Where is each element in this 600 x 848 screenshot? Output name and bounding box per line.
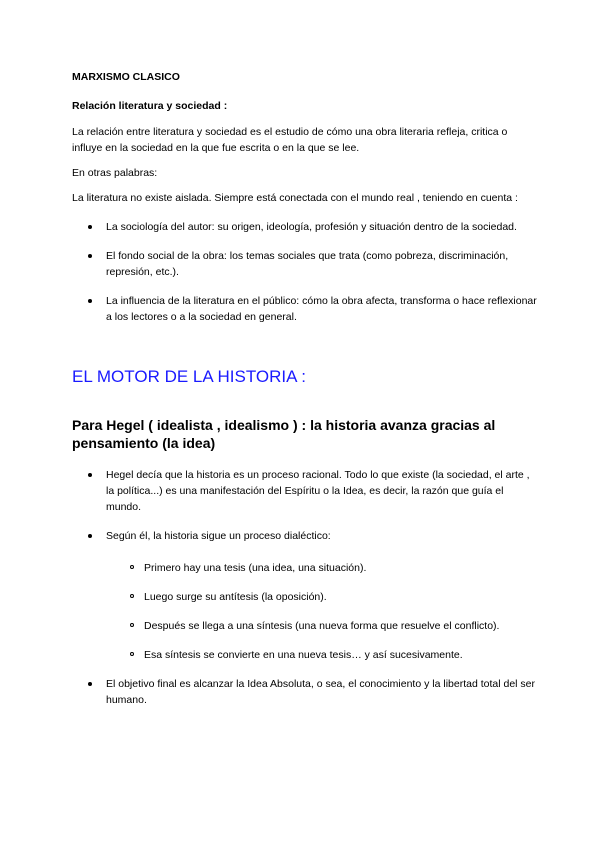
list-item [72, 528, 540, 663]
sub-list-item-text: Primero hay una tesis (una idea, una situación). [144, 562, 367, 574]
list-item [72, 248, 540, 280]
sub-list-item [106, 647, 540, 663]
literature-bullet-list [72, 219, 540, 325]
hollow-bullet-icon [130, 623, 134, 627]
hegel-bullet-list [72, 467, 540, 708]
list-item [72, 293, 540, 325]
list-item [72, 219, 540, 235]
list-item-text: Hegel decía que la historia es un proceso racional. Todo lo que existe (la sociedad, el arte , la política...) es una manifestación del Espíritu o la Idea, es decir, la razón que guía el mundo. [106, 469, 530, 513]
intro-paragraph: La relación entre literatura y sociedad es el estudio de cómo una obra literaria refleja, critica o influye en la sociedad en la que fue escrita o en la que se lee. [72, 126, 508, 154]
document-title: MARXISMO CLASICO [72, 71, 180, 83]
list-item [72, 467, 540, 515]
list-item-text: El objetivo final es alcanzar la Idea Absoluta, o sea, el conocimiento y la libertad total del ser humano. [106, 678, 535, 706]
sub-list-item-text: Esa síntesis se convierte en una nueva tesis… y así sucesivamente. [144, 649, 463, 661]
bullet-icon [88, 254, 92, 258]
list-item [72, 676, 540, 708]
bullet-icon [88, 473, 92, 477]
sub-list-item [106, 589, 540, 605]
list-item-text: El fondo social de la obra: los temas sociales que trata (como pobreza, discriminación, represión, etc.). [106, 250, 509, 278]
other-words-paragraph: En otras palabras: [72, 167, 158, 179]
sub-list-item-text: Luego surge su antítesis (la oposición). [144, 591, 327, 603]
sub-list-item-text: Después se llega a una síntesis (una nueva forma que resuelve el conflicto). [144, 620, 500, 632]
subheading-literature-society: Relación literatura y sociedad : [72, 100, 228, 112]
bullet-icon [88, 534, 92, 538]
hollow-bullet-icon [130, 565, 134, 569]
bullet-icon [88, 299, 92, 303]
sub-list-item [106, 560, 540, 576]
section-title: EL MOTOR DE LA HISTORIA : [72, 367, 306, 386]
hollow-bullet-icon [130, 652, 134, 656]
bullet-icon [88, 682, 92, 686]
section-subtitle: Para Hegel ( idealista , idealismo ) : la historia avanza gracias al pensamiento (la idea) [72, 417, 496, 451]
not-isolated-paragraph: La literatura no existe aislada. Siempre está conectada con el mundo real , teniendo en cuenta : [72, 192, 518, 204]
list-item-text: La influencia de la literatura en el público: cómo la obra afecta, transforma o hace reflexionar a los lectores o a la sociedad en general. [106, 295, 537, 323]
list-item-text: La sociología del autor: su origen, ideología, profesión y situación dentro de la sociedad. [106, 221, 517, 233]
sub-list-item [106, 618, 540, 634]
hollow-bullet-icon [130, 594, 134, 598]
bullet-icon [88, 225, 92, 229]
list-item-text: Según él, la historia sigue un proceso dialéctico: [106, 530, 331, 542]
dialectic-sub-list [106, 560, 540, 663]
